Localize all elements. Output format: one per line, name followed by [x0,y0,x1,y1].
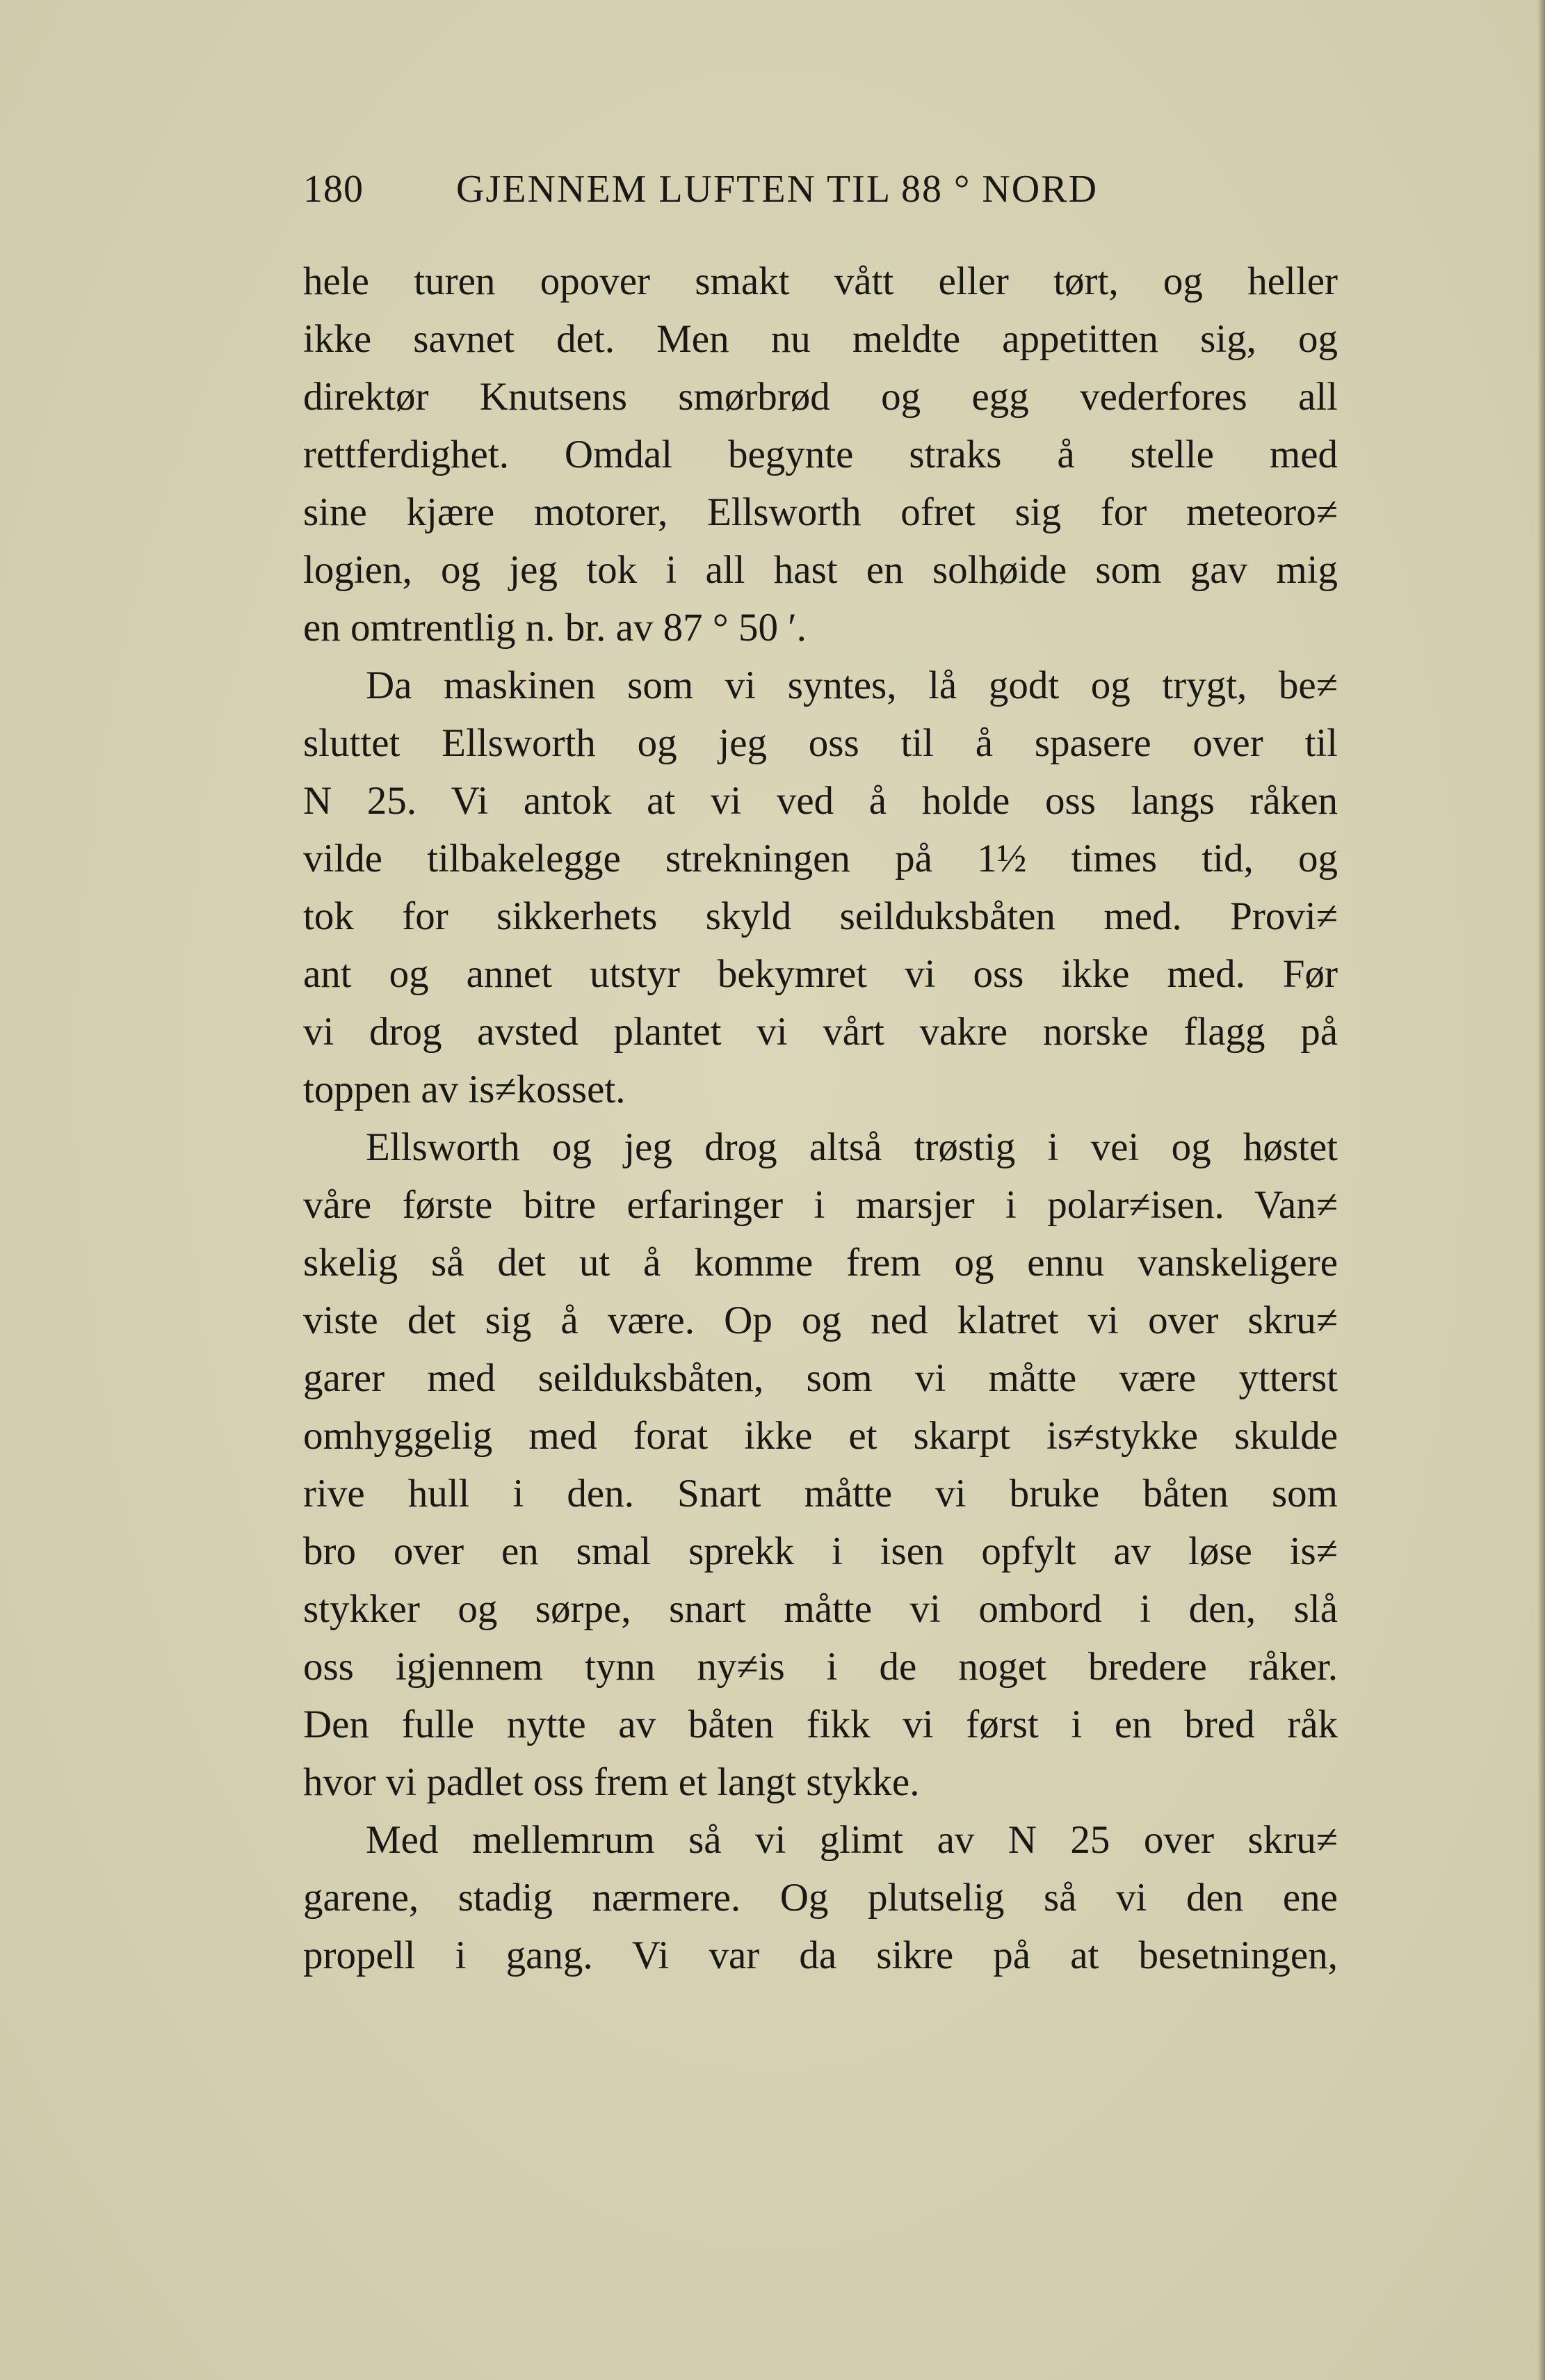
text-line: propell i gang. Vi var da sikre på at besetningen, [303,1933,1338,1977]
text-line: sluttet Ellsworth og jeg oss til å spasere over til [303,721,1338,765]
text-line: Med mellemrum så vi glimt av N 25 over skru≠ [366,1818,1338,1862]
text-line: stykker og sørpe, snart måtte vi ombord i den, slå [303,1587,1338,1631]
text-line: logien, og jeg tok i all hast en solhøide som gav mig [303,548,1338,592]
text-line: skelig så det ut å komme frem og ennu vanskeligere [303,1241,1338,1285]
text-line: tok for sikkerhets skyld seilduksbåten med. Provi≠ [303,894,1338,938]
page-edge-shadow [1538,0,1545,2380]
text-line: toppen av is≠kosset. [303,1068,626,1111]
running-title: GJENNEM LUFTEN TIL 88 ° NORD [456,168,1099,211]
text-line: bro over en smal sprekk i isen opfylt av løse is≠ [303,1529,1338,1573]
text-line: garene, stadig nærmere. Og plutselig så vi den ene [303,1876,1338,1920]
text-line: ikke savnet det. Men nu meldte appetitten sig, og [303,317,1338,361]
text-line: Den fulle nytte av båten fikk vi først i en bred råk [303,1703,1338,1746]
text-line: rive hull i den. Snart måtte vi bruke båten som [303,1472,1338,1515]
running-header [303,167,1346,223]
text-line: N 25. Vi antok at vi ved å holde oss langs råken [303,779,1338,823]
text-line: oss igjennem tynn ny≠is i de noget bredere råker. [303,1645,1338,1689]
text-line: en omtrentlig n. br. av 87 ° 50 ′. [303,606,807,650]
text-line: Ellsworth og jeg drog altså trøstig i vei og høstet [366,1125,1338,1169]
text-line: vi drog avsted plantet vi vårt vakre norske flagg på [303,1010,1338,1054]
text-line: omhyggelig med forat ikke et skarpt is≠stykke skulde [303,1414,1338,1458]
text-line: sine kjære motorer, Ellsworth ofret sig for meteoro≠ [303,490,1338,534]
text-line: hvor vi padlet oss frem et langt stykke. [303,1760,920,1804]
text-line: garer med seilduksbåten, som vi måtte være ytterst [303,1356,1338,1400]
text-line: våre første bitre erfaringer i marsjer i polar≠isen. Van≠ [303,1183,1338,1227]
text-line: Da maskinen som vi syntes, lå godt og trygt, be≠ [366,664,1338,707]
text-line: ant og annet utstyr bekymret vi oss ikke med. Før [303,952,1338,996]
text-line: rettferdighet. Omdal begynte straks å stelle med [303,433,1338,476]
text-line: hele turen opover smakt vått eller tørt, og heller [303,259,1338,303]
text-line: viste det sig å være. Op og ned klatret vi over skru≠ [303,1298,1338,1342]
page-number: 180 [303,168,364,211]
text-line: vilde tilbakelegge strekningen på 1½ times tid, og [303,837,1338,881]
body-text [303,252,1338,1984]
text-line: direktør Knutsens smørbrød og egg vederfores all [303,375,1338,419]
